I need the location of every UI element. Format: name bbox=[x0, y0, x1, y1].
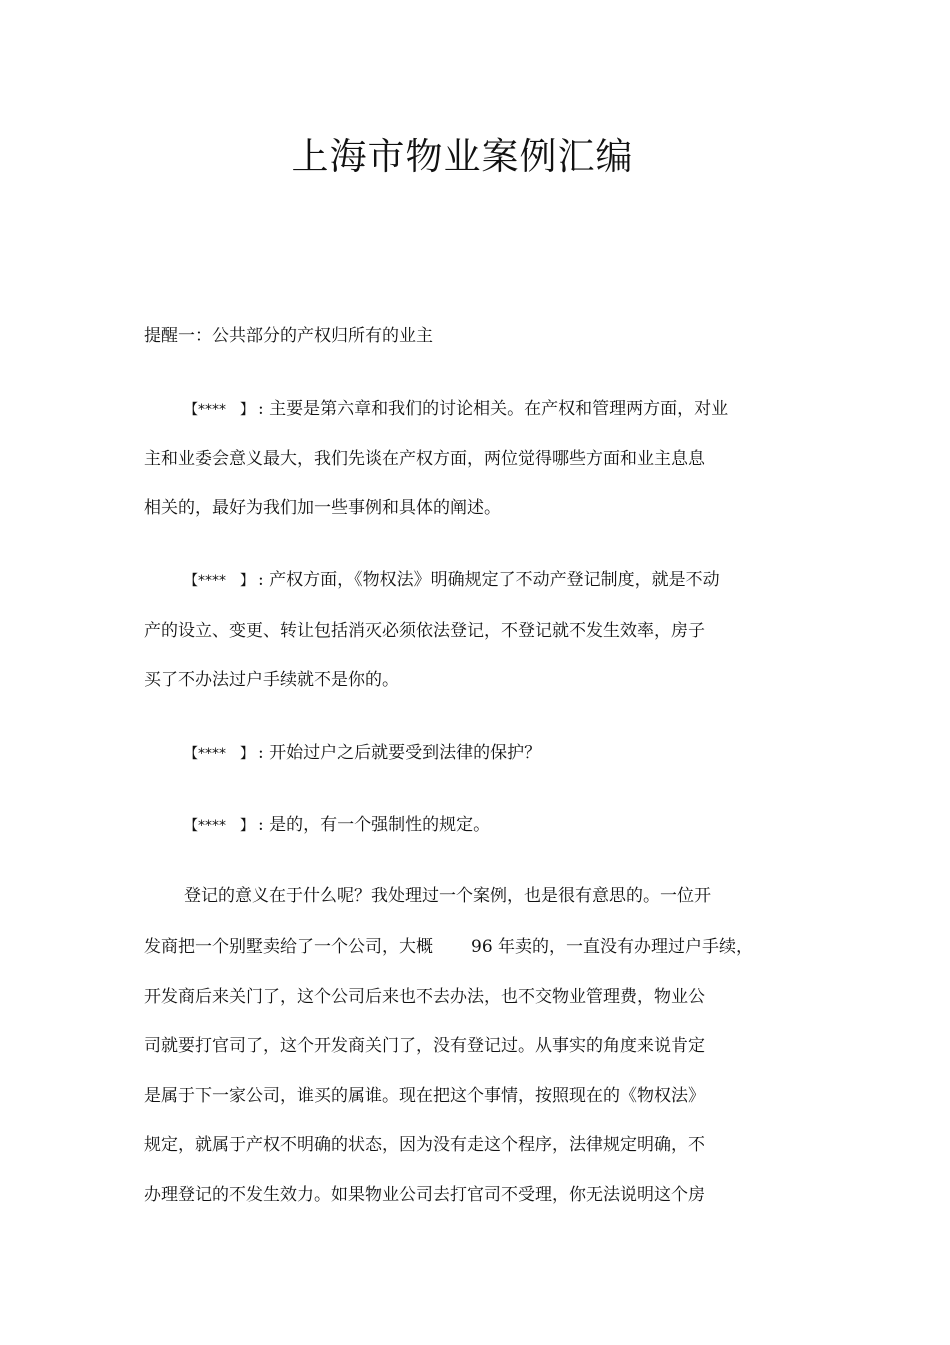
paragraph-4-line-1 bbox=[184, 813, 490, 838]
speaker-label: 【**** 】 bbox=[184, 402, 254, 418]
paragraph-2-line-1 bbox=[184, 568, 720, 593]
paragraph-1-line-1 bbox=[184, 397, 728, 422]
speaker-label: 【**** 】 bbox=[184, 818, 254, 834]
paragraph-5-line-2 bbox=[144, 935, 753, 959]
paragraph-5-line-1: 登记的意义在于什么呢？我处理过一个案例，也是很有意思的。一位开 bbox=[184, 886, 711, 906]
paragraph-text: 发商把一个别墅卖给了一个公司，大概 bbox=[144, 937, 433, 957]
paragraph-text: : 产权方面，《物权法》明确规定了不动产登记制度，就是不动 bbox=[258, 570, 720, 590]
paragraph-text: : 是的，有一个强制性的规定。 bbox=[258, 815, 491, 835]
speaker-label: 【**** 】 bbox=[184, 573, 254, 589]
paragraph-5-line-3: 开发商后来关门了，这个公司后来也不去办法，也不交物业管理费，物业公 bbox=[144, 987, 705, 1007]
paragraph-text: 96 年卖的，一直没有办理过户手续， bbox=[471, 937, 754, 957]
paragraph-text: : 主要是第六章和我们的讨论相关。在产权和管理两方面，对业 bbox=[258, 399, 729, 419]
paragraph-text: : 开始过户之后就要受到法律的保护？ bbox=[258, 743, 542, 763]
paragraph-3-line-1 bbox=[184, 741, 541, 766]
paragraph-1-line-2: 主和业委会意义最大，我们先谈在产权方面，两位觉得哪些方面和业主息息 bbox=[144, 449, 705, 469]
section-heading: 提醒一：公共部分的产权归所有的业主 bbox=[144, 326, 433, 346]
document-title: 上海市物业案例汇编 bbox=[291, 135, 634, 178]
speaker-label: 【**** 】 bbox=[184, 746, 254, 762]
paragraph-5-line-6: 规定，就属于产权不明确的状态，因为没有走这个程序，法律规定明确，不 bbox=[144, 1135, 705, 1155]
paragraph-5-line-7: 办理登记的不发生效力。如果物业公司去打官司不受理，你无法说明这个房 bbox=[144, 1185, 705, 1205]
paragraph-5-line-5: 是属于下一家公司，谁买的属谁。现在把这个事情，按照现在的《物权法》 bbox=[144, 1086, 705, 1106]
paragraph-1-line-3: 相关的，最好为我们加一些事例和具体的阐述。 bbox=[144, 498, 501, 518]
paragraph-2-line-2: 产的设立、变更、转让包括消灭必须依法登记，不登记就不发生效率，房子 bbox=[144, 621, 705, 641]
paragraph-2-line-3: 买了不办法过户手续就不是你的。 bbox=[144, 670, 399, 690]
paragraph-5-line-4: 司就要打官司了，这个开发商关门了，没有登记过。从事实的角度来说肯定 bbox=[144, 1036, 705, 1056]
